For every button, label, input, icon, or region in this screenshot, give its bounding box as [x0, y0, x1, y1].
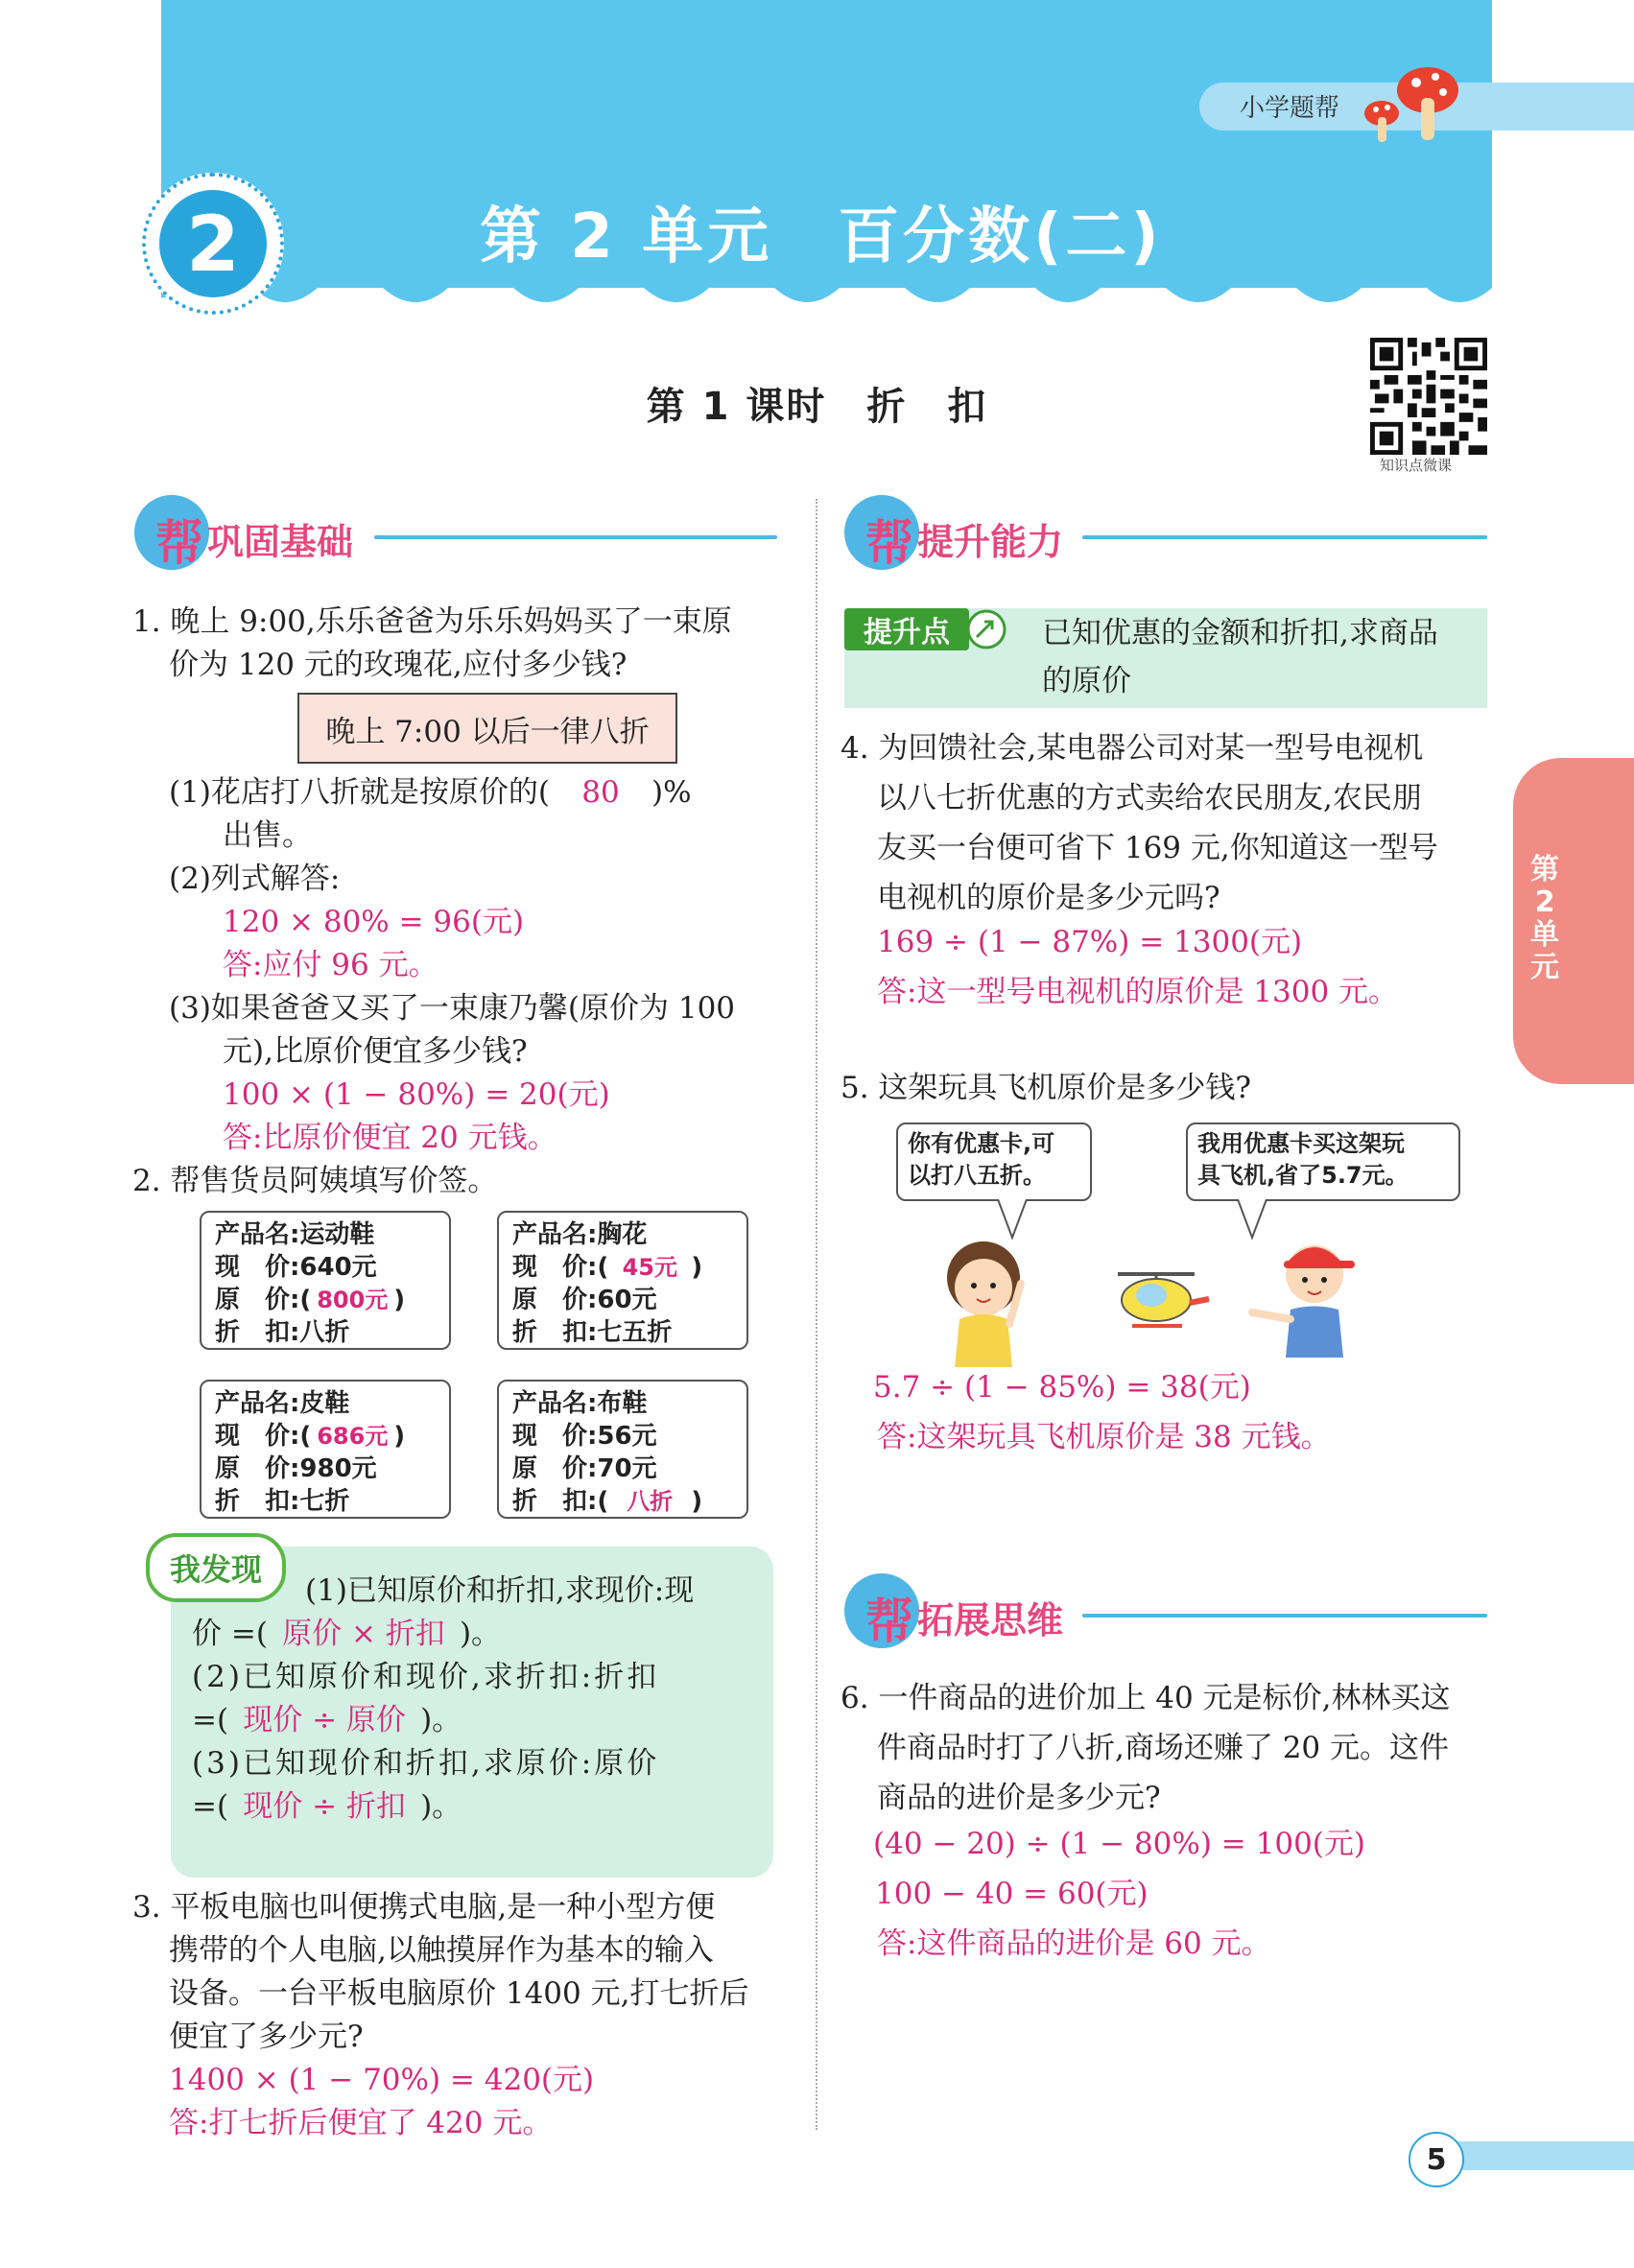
text-line: 6. 一件商品的进价加上 40 元是标价,林林买这: [841, 1681, 1451, 1715]
answer-blank: 原价 × 折扣: [282, 1617, 445, 1651]
question-1-part-1: [169, 771, 692, 815]
text-line: 出售。: [223, 818, 312, 853]
text: 现 价:(: [512, 1253, 609, 1282]
section-title: 拓展思维: [917, 1599, 1064, 1642]
section-badge-char: 帮: [865, 1594, 913, 1649]
section-rule: [1082, 1614, 1487, 1618]
section-rule: [374, 535, 777, 539]
speech-bubble-girl: [896, 1122, 1092, 1201]
price-tag: [497, 1380, 748, 1519]
text-line: 便宜了多少元?: [169, 2020, 364, 2054]
answer-blank: 八折: [627, 1488, 674, 1515]
text: 折 扣:(: [512, 1487, 609, 1516]
text: ): [393, 1422, 406, 1451]
unit-side-tab-label: 第2单元: [1530, 853, 1559, 984]
section-badge-char: 帮: [865, 515, 913, 571]
answer-blank: 45元: [622, 1254, 677, 1281]
text: )。: [420, 1703, 462, 1737]
unit-number: 2: [159, 190, 267, 297]
tag-line: 折 扣:七五折: [512, 1318, 673, 1347]
tag-line: 现 价:56元: [512, 1422, 657, 1451]
section-heading-extend: [844, 1573, 1497, 1650]
toy-helicopter-icon: [1118, 1274, 1209, 1326]
q5-illustration: [921, 1199, 1382, 1372]
section-heading-basic: [134, 495, 787, 572]
text-line: 电视机的原价是多少元吗?: [877, 881, 1220, 915]
section-title: 提升能力: [917, 521, 1064, 563]
price-tag: [497, 1211, 748, 1350]
text: )%: [651, 775, 692, 810]
brand-name: 小学题帮: [1240, 94, 1340, 123]
answer-line: 100 × (1 − 80%) = 20(元): [223, 1077, 610, 1112]
qr-code-icon[interactable]: [1370, 338, 1487, 455]
section-rule: [1082, 535, 1487, 539]
answer-blank: 686元: [317, 1423, 389, 1450]
text-line: 商品的进价是多少元?: [877, 1781, 1161, 1815]
tag-line: 原 价:980元: [215, 1454, 377, 1483]
answer-line: 100 − 40 = 60(元): [875, 1877, 1149, 1911]
text-line: (3)已知现价和折扣,求原价:原价: [192, 1746, 660, 1781]
question-4-stem: [841, 723, 1438, 923]
text: ): [691, 1487, 703, 1516]
answer-line: 120 × 80% = 96(元): [223, 905, 525, 939]
text: 原 价:(: [215, 1286, 312, 1314]
column-divider: [816, 499, 817, 2130]
text: ): [691, 1253, 703, 1282]
section-title: 巩固基础: [207, 521, 354, 563]
boy-icon: [1252, 1245, 1355, 1358]
text: =(: [192, 1789, 229, 1824]
tag-line: 产品名:布鞋: [512, 1389, 648, 1418]
text-line: 1. 晚上 9:00,乐乐爸爸为乐乐妈妈买了一束原: [132, 604, 732, 639]
answer-blank: 80: [581, 775, 620, 810]
arrow-icon: [965, 608, 1007, 650]
question-6-stem: [841, 1673, 1450, 1823]
answer-line: 答:比原价便宜 20 元钱。: [223, 1121, 557, 1155]
tag-line: [512, 1251, 746, 1284]
text: 现 价:(: [215, 1422, 312, 1451]
text: (1)花店打八折就是按原价的(: [169, 775, 551, 810]
tag-line: [512, 1485, 746, 1518]
tag-line: 原 价:60元: [512, 1286, 657, 1314]
lesson-title: 第 1 课时 折 扣: [646, 385, 988, 429]
answer-line: (40 − 20) ÷ (1 − 80%) = 100(元): [873, 1827, 1365, 1861]
price-tag: [200, 1380, 451, 1519]
text-line: 我用优惠卡买这架玩: [1197, 1130, 1405, 1157]
text-line: 3. 平板电脑也叫便携式电脑,是一种小型方便: [132, 1890, 716, 1925]
question-2-stem: 2. 帮售货员阿姨填写价签。: [132, 1164, 498, 1198]
tag-line: 现 价:640元: [215, 1253, 377, 1282]
text-line: 价为 120 元的玫瑰花,应付多少钱?: [169, 648, 628, 682]
tag-line: [215, 1420, 449, 1453]
header-wave-edge: [161, 269, 1492, 326]
text-line: 具飞机,省了5.7元。: [1197, 1162, 1409, 1189]
speech-bubble-boy: [1186, 1122, 1460, 1201]
shop-sign: 晚上 7:00 以后一律八折: [297, 693, 677, 764]
section-badge-char: 帮: [155, 515, 203, 571]
question-1-part-2: (2)列式解答:: [169, 862, 341, 896]
text-line: (1)已知原价和折扣,求现价:现: [305, 1573, 695, 1608]
page-number: 5: [1409, 2132, 1464, 2187]
answer-line: 169 ÷ (1 − 87%) = 1300(元): [877, 925, 1303, 959]
unit-title: 第 2 单元 百分数(二): [480, 201, 1163, 272]
tag-line: 产品名:皮鞋: [215, 1389, 350, 1418]
tag-line: 原 价:70元: [512, 1454, 657, 1483]
tag-line: 产品名:运动鞋: [215, 1220, 375, 1249]
text-line: 已知优惠的金额和折扣,求商品: [1042, 616, 1438, 650]
text-line: 4. 为回馈社会,某电器公司对某一型号电视机: [841, 731, 1424, 766]
mushroom-icon: [1361, 59, 1466, 146]
text-line: [192, 1613, 501, 1656]
discovery-badge: 我发现: [146, 1533, 286, 1602]
answer-line: 答:打七折后便宜了 420 元。: [169, 2106, 553, 2140]
answer-blank: 现价 ÷ 折扣: [243, 1789, 406, 1824]
question-1-part-3: (3)如果爸爸又买了一束康乃馨(原价为 100: [169, 991, 736, 1026]
text: =(: [192, 1703, 229, 1737]
tag-line: 折 扣:八折: [215, 1318, 350, 1347]
text: )。: [420, 1789, 462, 1824]
tip-badge: 提升点: [844, 608, 969, 650]
answer-blank: 现价 ÷ 原价: [243, 1703, 406, 1737]
girl-icon: [947, 1241, 1021, 1367]
text-line: 你有优惠卡,可: [908, 1130, 1055, 1157]
unit-number-badge: [142, 173, 284, 315]
text: )。: [459, 1617, 502, 1651]
answer-blank: 800元: [317, 1287, 389, 1313]
qr-caption: 知识点微课: [1380, 457, 1453, 474]
answer-line: 答:应付 96 元。: [223, 948, 438, 982]
text-line: [192, 1785, 462, 1829]
text-line: 件商品时打了八折,商场还赚了 20 元。这件: [877, 1731, 1450, 1765]
tag-line: 产品名:胸花: [512, 1220, 648, 1249]
answer-line: 5.7 ÷ (1 − 85%) = 38(元): [873, 1370, 1251, 1405]
text-line: 的原价: [1042, 664, 1131, 698]
text: 价 =(: [192, 1617, 268, 1651]
tag-line: [215, 1284, 449, 1316]
text-line: (2)已知原价和现价,求折扣:折扣: [192, 1660, 660, 1694]
text-line: 以打八五折。: [908, 1162, 1046, 1189]
tag-line: 折 扣:七折: [215, 1487, 350, 1516]
question-3-stem: [132, 1886, 748, 2059]
question-5-stem: 5. 这架玩具飞机原价是多少钱?: [841, 1071, 1252, 1105]
text-line: 以八七折优惠的方式卖给农民朋友,农民朋: [877, 781, 1422, 815]
text-line: 元),比原价便宜多少钱?: [223, 1034, 528, 1069]
answer-line: 答:这一型号电视机的原价是 1300 元。: [877, 975, 1399, 1009]
question-1-stem: [132, 601, 732, 687]
price-tag: [200, 1211, 451, 1350]
text-line: 携带的个人电脑,以触摸屏作为基本的输入: [169, 1933, 714, 1968]
text-line: [192, 1699, 462, 1742]
text-line: 友买一台便可省下 169 元,你知道这一型号: [877, 831, 1438, 865]
answer-line: 答:这架玩具飞机原价是 38 元钱。: [877, 1420, 1331, 1454]
answer-line: 1400 × (1 − 70%) = 420(元): [169, 2063, 595, 2097]
text-line: 设备。一台平板电脑原价 1400 元,打七折后: [169, 1976, 749, 2011]
text: ): [393, 1286, 406, 1314]
section-heading-improve: [844, 495, 1497, 572]
answer-line: 答:这件商品的进价是 60 元。: [877, 1926, 1271, 1961]
